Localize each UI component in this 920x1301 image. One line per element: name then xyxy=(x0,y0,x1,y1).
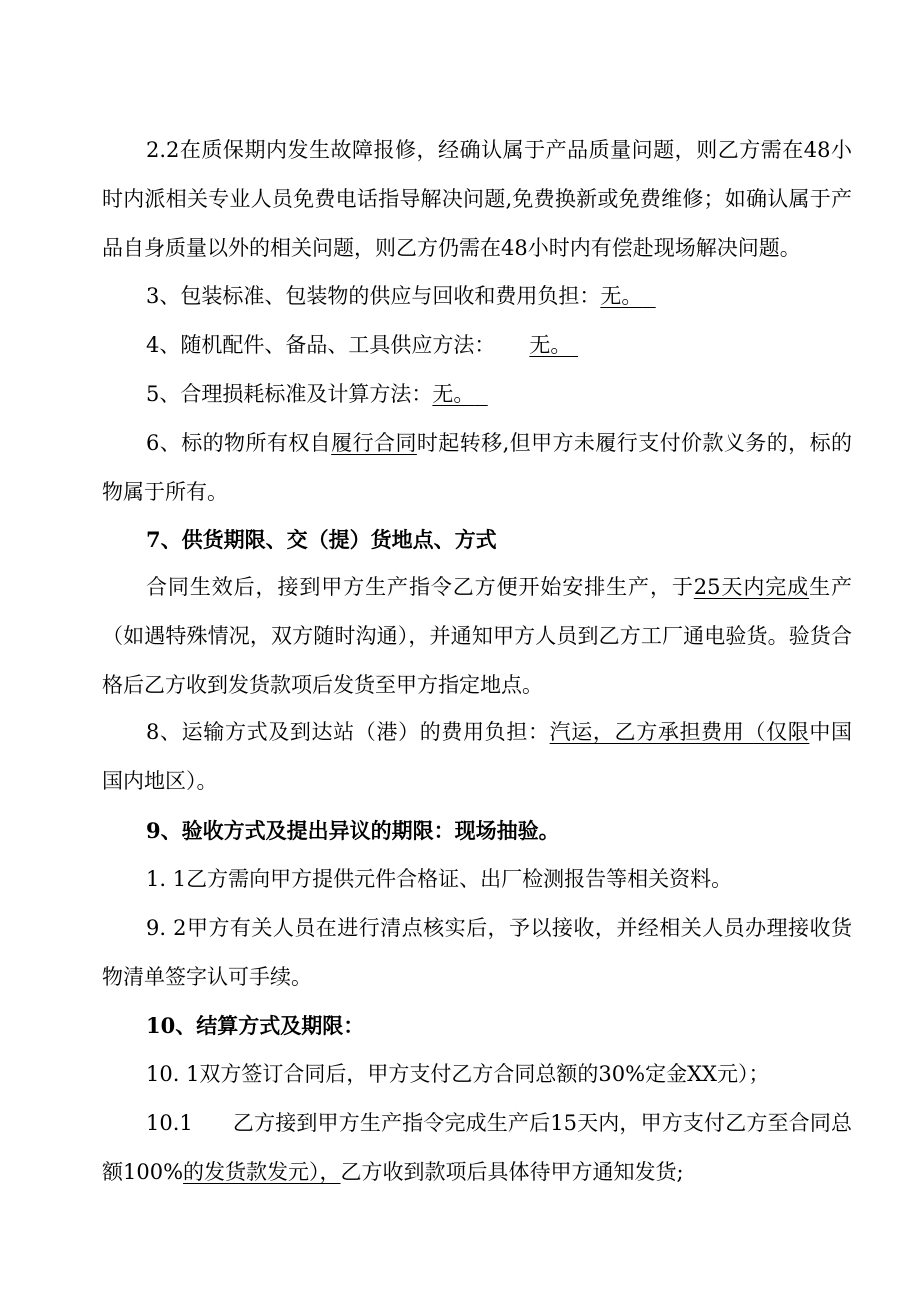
clause-6 xyxy=(102,419,852,517)
clause-8 xyxy=(102,708,852,806)
clause-3-value: 无。 xyxy=(600,284,643,308)
clause-7-prefix: 合同生效后，接到甲方生产指令乙方便开始安排生产，于 xyxy=(146,575,694,599)
heading-7: 7、供货期限、交（提）货地点、方式 xyxy=(146,527,497,552)
clause-7-suffix: 生产（如遇特殊情况，双方随时沟通），并通知甲方人员到乙方工厂通电验货。验货合格后乙方收到发货款项后发货至甲方指定地点。 xyxy=(102,575,852,697)
clause-5-label: 5、合理损耗标准及计算方法： xyxy=(146,382,433,406)
clause-9-2: 9. 2甲方有关人员在进行清点核实后，予以接收，并经相关人员办理接收货物清单签字认可手续。 xyxy=(102,916,852,989)
clause-8-value: 汽运，乙方承担费用（仅限 xyxy=(549,720,810,744)
clause-10-1b-value: 的发货款发元）， xyxy=(183,1160,341,1184)
clause-4-label: 4、随机配件、备品、工具供应方法： xyxy=(146,333,496,357)
clause-10-1b xyxy=(102,1099,852,1197)
clause-10-1b-number: 10.1 xyxy=(146,1111,193,1135)
clause-8-prefix: 8、运输方式及到达站（港）的费用负担： xyxy=(146,720,550,744)
clause-9-1: 1. 1乙方需向甲方提供元件合格证、出厂检测报告等相关资料。 xyxy=(146,867,733,891)
clause-8-suffix: 中国国内地区）。 xyxy=(102,720,853,793)
clause-4-value: 无。 xyxy=(529,333,572,357)
clause-2-2: 2.2在质保期内发生故障报修，经确认属于产品质量问题，则乙方需在48小时内派相关专业人员免费电话指导解决问题,免费换新或免费维修；如确认属于产品自身质量以外的相关问题，则乙方仍需在48小时内有偿赴现场解决问题。 xyxy=(102,138,852,260)
clause-10-1a: 10. 1双方签订合同后，甲方支付乙方合同总额的30%定金XX元）； xyxy=(146,1062,770,1086)
clause-3-label: 3、包装标准、包装物的供应与回收和费用负担： xyxy=(146,284,601,308)
clause-7-deadline: 25天内完成 xyxy=(693,575,810,599)
heading-9: 9、验收方式及提出异议的期限：现场抽验。 xyxy=(146,818,560,843)
clause-10-1b-prefix: 乙方接到甲方生产指令完成生产后15天内，甲方支付乙方至合同总额100% xyxy=(102,1111,852,1184)
clause-5-value: 无。 xyxy=(432,382,475,406)
clause-6-suffix: 时起转移,但甲方未履行支付价款义务的，标的物属于所有。 xyxy=(102,431,852,504)
clause-4 xyxy=(102,321,852,370)
clause-6-prefix: 6、标的物所有权自 xyxy=(146,431,332,455)
clause-10-1b-suffix: 乙方收到款项后具体待甲方通知发货; xyxy=(340,1160,684,1184)
clause-6-link[interactable]: 履行合同 xyxy=(331,431,417,455)
clause-5 xyxy=(102,370,852,419)
clause-3 xyxy=(102,272,852,321)
heading-10: 10、结算方式及期限： xyxy=(146,1013,365,1038)
clause-7 xyxy=(102,563,852,710)
